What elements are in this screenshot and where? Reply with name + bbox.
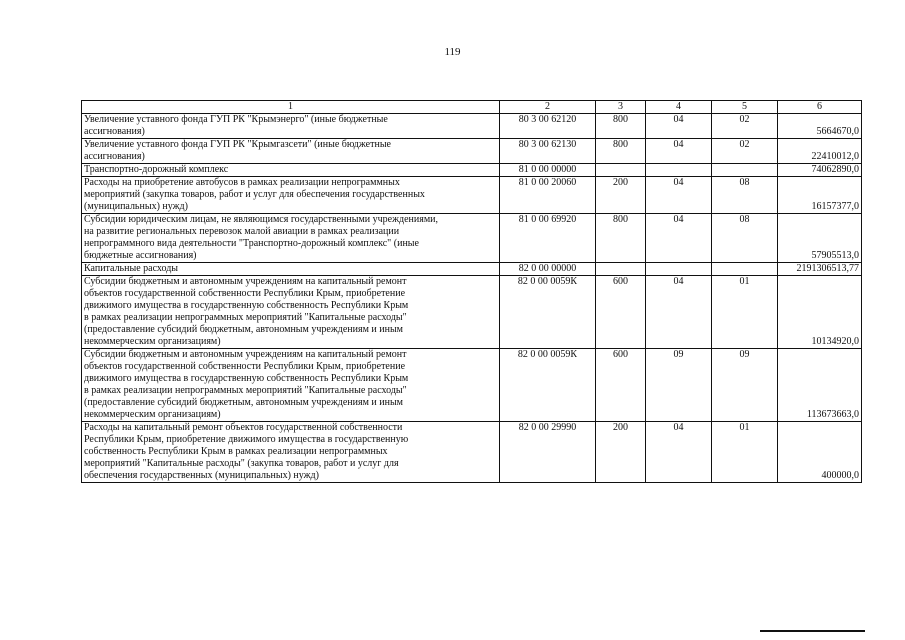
row-code: 81 0 00 20060: [500, 177, 596, 214]
row-section: [646, 263, 712, 276]
row-subsection: 08: [712, 177, 778, 214]
row-description: Капитальные расходы: [82, 263, 500, 276]
row-expense-type: 800: [596, 214, 646, 263]
row-amount: 16157377,0: [778, 177, 862, 214]
row-subsection: 01: [712, 422, 778, 483]
row-expense-type: 200: [596, 422, 646, 483]
row-amount: 5664670,0: [778, 114, 862, 139]
footer-rule: [760, 630, 865, 632]
row-subsection: 02: [712, 114, 778, 139]
row-amount: 400000,0: [778, 422, 862, 483]
row-expense-type: 600: [596, 276, 646, 349]
row-expense-type: [596, 164, 646, 177]
column-header: 4: [646, 101, 712, 114]
row-expense-type: 800: [596, 139, 646, 164]
column-header: 2: [500, 101, 596, 114]
table-row: [82, 177, 862, 214]
row-code: 81 0 00 00000: [500, 164, 596, 177]
row-section: 04: [646, 177, 712, 214]
table-header-row: [82, 101, 862, 114]
row-code: 81 0 00 69920: [500, 214, 596, 263]
column-header: 1: [82, 101, 500, 114]
row-amount: 74062890,0: [778, 164, 862, 177]
table-row: [82, 276, 862, 349]
row-section: 04: [646, 276, 712, 349]
row-description: Увеличение уставного фонда ГУП РК "Крымэнерго" (иные бюджетные ассигнования): [82, 114, 500, 139]
row-description: Субсидии бюджетным и автономным учреждениям на капитальный ремонт объектов государственной собственности Республики Крым, приобретение движимого имущества в государственную собственность Республики Крым в рамках реализации непрограммных мероприятий "Капитальные расходы" (предоставление субсидий бюджетным, автономным учреждениям и иным некоммерческим организациям): [82, 276, 500, 349]
row-expense-type: 800: [596, 114, 646, 139]
budget-table: [81, 100, 862, 483]
row-amount: 10134920,0: [778, 276, 862, 349]
row-description: Расходы на приобретение автобусов в рамках реализации непрограммных мероприятий (закупка товаров, работ и услуг для обеспечения государственных (муниципальных) нужд): [82, 177, 500, 214]
row-section: [646, 164, 712, 177]
row-description: Субсидии юридическим лицам, не являющимся государственными учреждениями, на развитие региональных перевозок малой авиации в рамках реализации непрограммного вида деятельности "Транспортно-дорожный комплекс" (иные бюджетные ассигнования): [82, 214, 500, 263]
row-section: 04: [646, 214, 712, 263]
row-section: 04: [646, 114, 712, 139]
row-description: Субсидии бюджетным и автономным учреждениям на капитальный ремонт объектов государственной собственности Республики Крым, приобретение движимого имущества в государственную собственность Республики Крым в рамках реализации непрограммных мероприятий "Капитальные расходы" (предоставление субсидий бюджетным, автономным учреждениям и иным некоммерческим организациям): [82, 349, 500, 422]
page-number: 119: [444, 46, 461, 58]
row-amount: 22410012,0: [778, 139, 862, 164]
row-code: 80 3 00 62130: [500, 139, 596, 164]
row-amount: 113673663,0: [778, 349, 862, 422]
column-header: 6: [778, 101, 862, 114]
row-expense-type: [596, 263, 646, 276]
table-row: [82, 114, 862, 139]
row-expense-type: 600: [596, 349, 646, 422]
row-subsection: 09: [712, 349, 778, 422]
row-code: 82 0 00 29990: [500, 422, 596, 483]
table-row: [82, 139, 862, 164]
row-subsection: [712, 263, 778, 276]
row-amount: 57905513,0: [778, 214, 862, 263]
row-amount: 2191306513,77: [778, 263, 862, 276]
row-code: 82 0 00 0059К: [500, 276, 596, 349]
row-expense-type: 200: [596, 177, 646, 214]
row-description: Увеличение уставного фонда ГУП РК "Крымгазсети" (иные бюджетные ассигнования): [82, 139, 500, 164]
row-section: 04: [646, 422, 712, 483]
table-row: [82, 214, 862, 263]
row-subsection: 01: [712, 276, 778, 349]
row-description: Транспортно-дорожный комплекс: [82, 164, 500, 177]
row-subsection: [712, 164, 778, 177]
row-subsection: 02: [712, 139, 778, 164]
row-description: Расходы на капитальный ремонт объектов государственной собственности Республики Крым, приобретение движимого имущества в государственную собственность Республики Крым в рамках реализации непрограммных мероприятий "Капитальные расходы" (закупка товаров, работ и услуг для обеспечения государственных (муниципальных) нужд): [82, 422, 500, 483]
row-subsection: 08: [712, 214, 778, 263]
table-row: [82, 422, 862, 483]
table-row: [82, 263, 862, 276]
column-header: 5: [712, 101, 778, 114]
table-row: [82, 349, 862, 422]
row-code: 82 0 00 00000: [500, 263, 596, 276]
row-section: 04: [646, 139, 712, 164]
column-header: 3: [596, 101, 646, 114]
row-code: 80 3 00 62120: [500, 114, 596, 139]
row-code: 82 0 00 0059К: [500, 349, 596, 422]
row-section: 09: [646, 349, 712, 422]
table-row: [82, 164, 862, 177]
